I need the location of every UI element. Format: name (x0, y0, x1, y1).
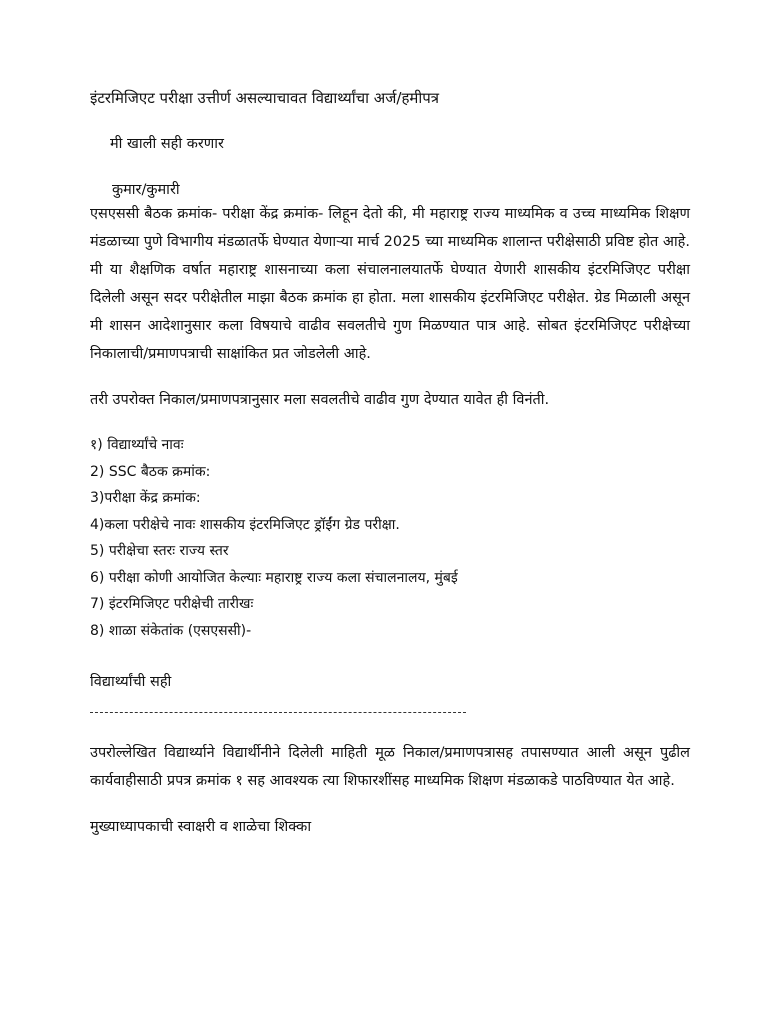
detail-item-art-exam-name: 4)कला परीक्षेचे नावः शासकीय इंटरमिजिएट ड्रॉईंग ग्रेड परीक्षा. (90, 516, 400, 533)
detail-item-organizer: 6) परीक्षा कोणी आयोजित केल्याः महाराष्ट्र राज्य कला संचालनालय, मुंबई (90, 569, 458, 586)
detail-item-exam-level: 5) परीक्षेचा स्तरः राज्य स्तर (90, 543, 229, 559)
declarant-line: मी खाली सही करणार (110, 136, 224, 152)
detail-item-ssc-seat-number: 2) SSC बैठक क्रमांक: (90, 463, 211, 480)
verification-paragraph: उपरोल्लेखित विद्यार्थ्याने विद्यार्थीनीने दिलेली माहिती मूळ निकाल/प्रमाणपत्रासह तपासण्यात आली असून पुढील कार्यवाहीसाठी प्रपत्र क्रमांक १ सह आवश्यक त्या शिफारशींसह माध्यमिक शिक्षण मंडळाकडे पाठविण्यात येत आहे. (90, 745, 690, 789)
name-line: कुमार/कुमारी (112, 182, 180, 198)
headmaster-signature-label: मुख्याध्यापकाची स्वाक्षरी व शाळेचा शिक्का (90, 819, 312, 835)
body-paragraph: एसएससी बैठक क्रमांक- परीक्षा केंद्र क्रमांक- लिहून देतो की, मी महाराष्ट्र राज्य माध्यमिक व उच्च माध्यमिक शिक्षण मंडळाच्या पुणे विभागीय मंडळातर्फे घेण्यात येणाऱ्या मार्च 2025 च्या माध्यमिक शालान्त परीक्षेसाठी प्रविष्ट होत आहे. मी या शैक्षणिक वर्षात महाराष्ट्र शासनाच्या कला संचालनालयातर्फे घेण्यात येणारी शासकीय इंटरमिजिएट परीक्षा दिलेली असून सदर परीक्षेतील माझा बैठक क्रमांक हा होता. मला शासकीय इंटरमिजिएट परीक्षेत. ग्रेड मिळाली असून मी शासन आदेशानुसार कला विषयाचे वाढीव सवलतीचे गुण मिळण्यात पात्र आहे. सोबत इंटरमिजिएट परीक्षेच्या निकालाची/प्रमाणपत्राची साक्षांकित प्रत जोडलेली आहे. (90, 206, 690, 362)
document-title: इंटरमिजिएट परीक्षा उत्तीर्ण असल्याचावत विद्यार्थ्यांचा अर्ज/हमीपत्र (90, 89, 440, 107)
detail-item-student-name: १) विद्यार्थ्यांचे नावः (90, 437, 184, 453)
details-list (90, 432, 690, 644)
student-signature-label: विद्यार्थ्यांची सही (90, 674, 172, 690)
request-line: तरी उपरोक्त निकाल/प्रमाणपत्रानुसार मला सवलतीचे वाढीव गुण देण्यात यावेत ही विनंती. (90, 392, 550, 408)
document-page (90, 88, 690, 837)
detail-item-exam-date: 7) इंटरमिजिएट परीक्षेची तारीखः (90, 596, 254, 612)
section-divider (90, 712, 466, 713)
detail-item-school-code: 8) शाळा संकेतांक (एसएससी)- (90, 622, 252, 639)
detail-item-exam-center-number: 3)परीक्षा केंद्र क्रमांक: (90, 490, 201, 506)
